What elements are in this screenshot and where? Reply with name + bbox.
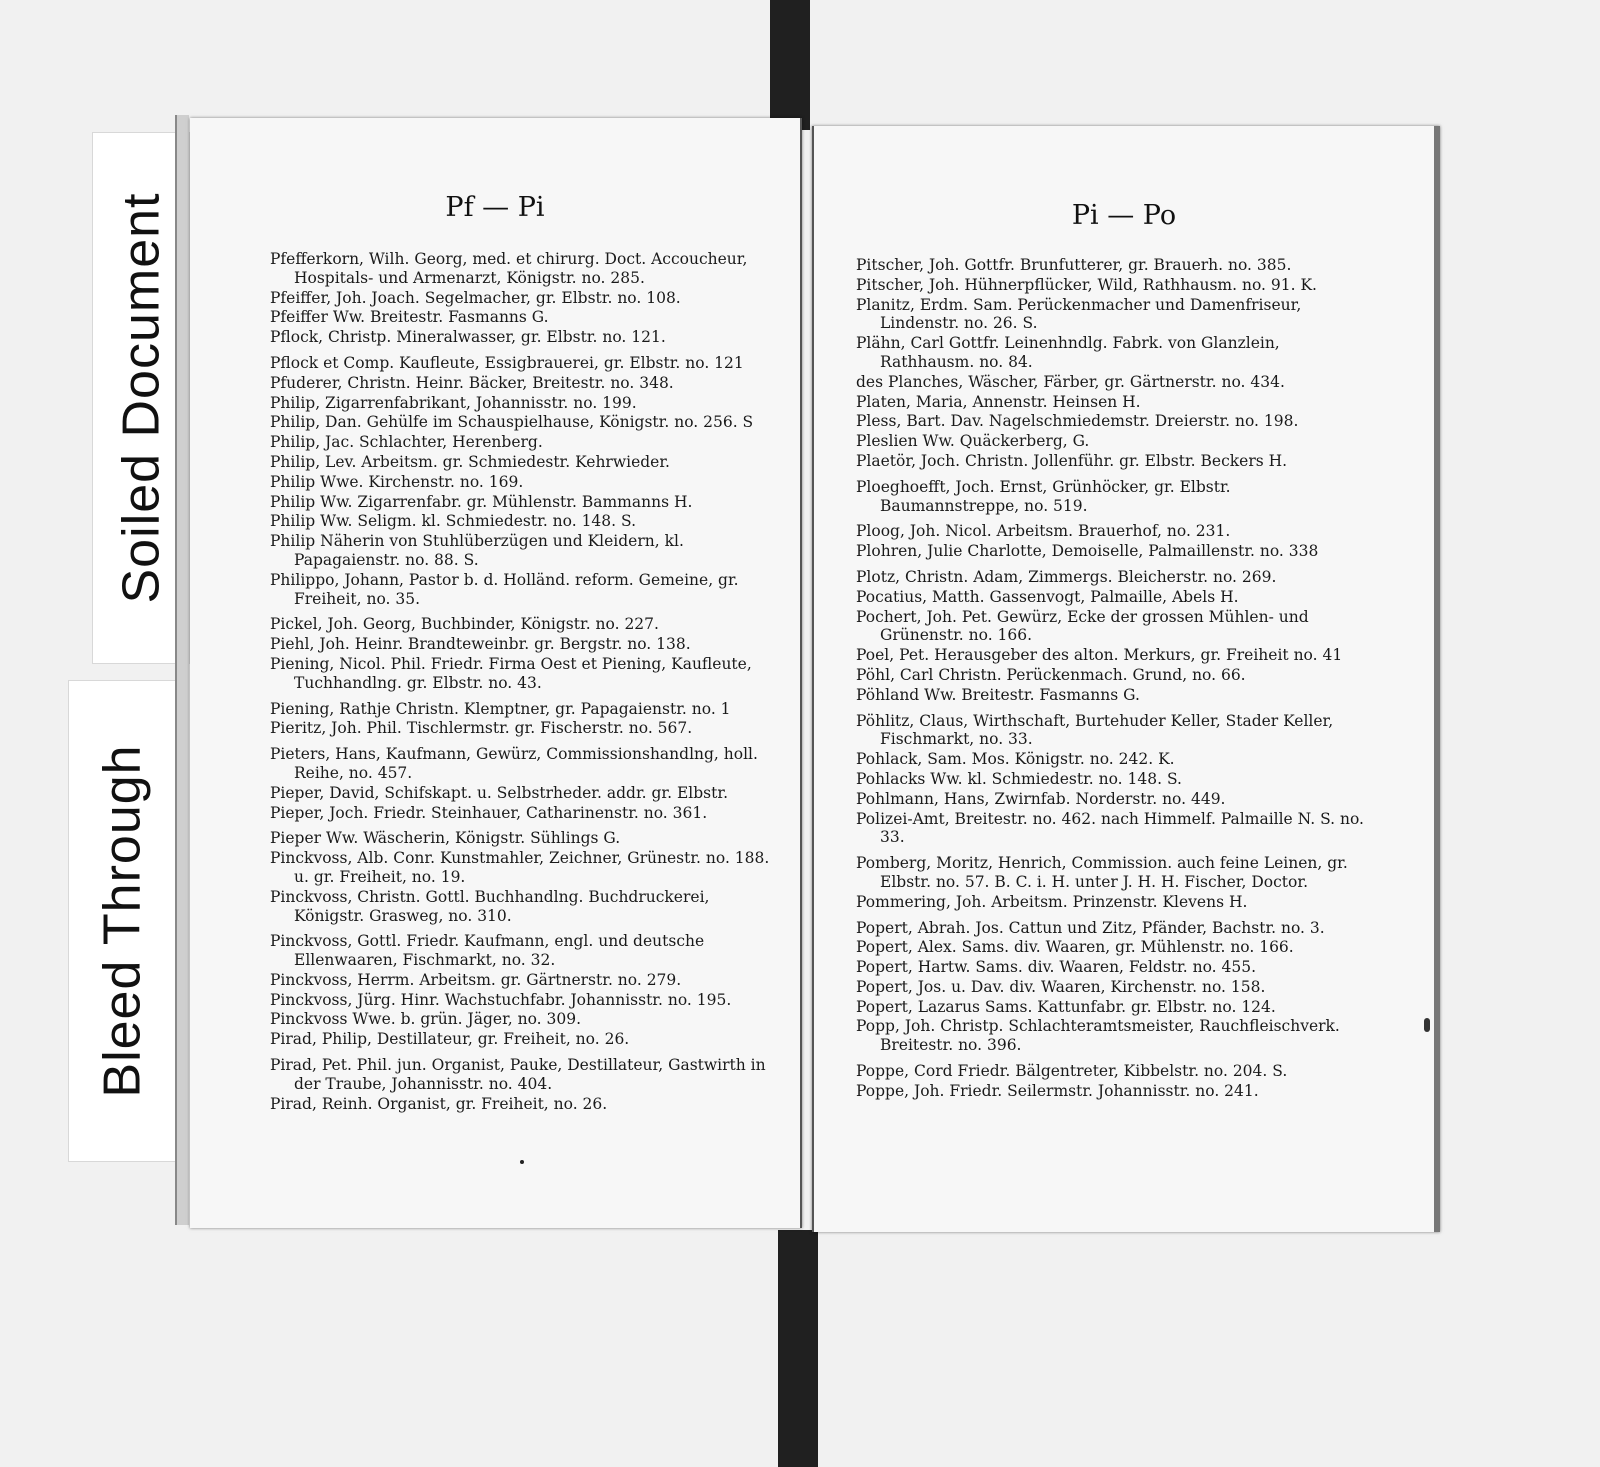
directory-entry: Pfefferkorn, Wilh. Georg, med. et chirurg. Doct. Accoucheur, Hospitals- und Armenarzt, Königstr. no. 285.: [270, 250, 748, 287]
directory-entry: Pitscher, Joh. Gottfr. Brunfutterer, gr. Brauerh. no. 385.: [856, 256, 1292, 274]
directory-entry: Pirad, Reinh. Organist, gr. Freiheit, no. 26.: [270, 1094, 608, 1113]
directory-entry: Platen, Maria, Annenstr. Heinsen H.: [856, 392, 1141, 411]
directory-entry: Pfeiffer, Joh. Joach. Segelmacher, gr. Elbstr. no. 108.: [270, 288, 681, 307]
directory-entry: Pieper Ww. Wäscherin, Königstr. Sühlings G.: [270, 829, 621, 848]
directory-entry: Pinckvoss Wwe. b. grün. Jäger, no. 309.: [270, 1010, 582, 1029]
directory-entry: Pohlacks Ww. kl. Schmiedestr. no. 148. S.: [856, 769, 1182, 788]
directory-entry: Philip, Dan. Gehülfe im Schauspielhause, Königstr. no. 256. S: [270, 413, 754, 432]
directory-entry: Plähn, Carl Gottfr. Leinenhndlg. Fabrk. von Glanzlein, Rathhausm. no. 84.: [856, 334, 1280, 371]
directory-entry: Piening, Rathje Christn. Klemptner, gr. Papagaienstr. no. 1: [270, 699, 731, 718]
directory-entry: Philippo, Johann, Pastor b. d. Holländ. reform. Gemeine, gr. Freiheit, no. 35.: [270, 570, 739, 608]
directory-entry: Pinckvoss, Herrm. Arbeitsm. gr. Gärtnerstr. no. 279.: [270, 970, 682, 989]
directory-entry: Pohlack, Sam. Mos. Königstr. no. 242. K.: [856, 750, 1175, 769]
directory-entry: Popert, Hartw. Sams. div. Waaren, Feldstr. no. 455.: [856, 958, 1257, 977]
left-page-header: Pf — Pi: [445, 192, 545, 223]
directory-entry: Philip, Jac. Schlachter, Herenberg.: [270, 433, 543, 452]
directory-entry: Pöhlitz, Claus, Wirthschaft, Burtehuder Keller, Stader Keller, Fischmarkt, no. 33.: [856, 711, 1334, 749]
soiled-document-label: Soiled Document: [112, 192, 170, 604]
book-left-edge: [175, 115, 189, 1225]
directory-entry: Poppe, Joh. Friedr. Seilermstr. Johannisstr. no. 241.: [856, 1081, 1259, 1100]
directory-entry: Plotz, Christn. Adam, Zimmergs. Bleicherstr. no. 269.: [856, 567, 1277, 586]
directory-entry: Ploeghoefft, Joch. Ernst, Grünhöcker, gr. Elbstr. Baumannstreppe, no. 519.: [856, 477, 1231, 515]
directory-entry: Polizei-Amt, Breitestr. no. 462. nach Himmelf. Palmaille N. S. no. 33.: [856, 809, 1364, 847]
scan-strip-bottom: [778, 1230, 818, 1467]
directory-entry: Philip Näherin von Stuhlüberzügen und Kleidern, kl. Papagaienstr. no. 88. S.: [270, 532, 684, 569]
directory-entry: Pohlmann, Hans, Zwirnfab. Norderstr. no. 449.: [856, 789, 1226, 808]
directory-entry: Pocatius, Matth. Gassenvogt, Palmaille, Abels H.: [856, 587, 1239, 606]
directory-entry: Pöhl, Carl Christn. Perückenmach. Grund, no. 66.: [856, 665, 1246, 684]
left-page: [190, 118, 802, 1228]
directory-entry: Popert, Alex. Sams. div. Waaren, gr. Mühlenstr. no. 166.: [856, 938, 1294, 957]
directory-entry: Pflock, Christp. Mineralwasser, gr. Elbstr. no. 121.: [270, 328, 666, 347]
directory-entry: Pochert, Joh. Pet. Gewürz, Ecke der grossen Mühlen- und Grünenstr. no. 166.: [856, 607, 1309, 645]
directory-entry: Pleslien Ww. Quäckerberg, G.: [856, 432, 1090, 451]
directory-entry: Philip, Zigarrenfabrikant, Johannisstr. no. 199.: [270, 393, 637, 412]
directory-entry: Pieritz, Joh. Phil. Tischlermstr. gr. Fischerstr. no. 567.: [270, 719, 693, 738]
directory-entry: Popp, Joh. Christp. Schlachteramtsmeister, Rauchfleischverk. Breitestr. no. 396.: [856, 1017, 1340, 1055]
directory-entry: Pinckvoss, Alb. Conr. Kunstmahler, Zeichner, Grünestr. no. 188. u. gr. Freiheit, no. 19.: [270, 849, 770, 886]
directory-entry: Plaetör, Joch. Christn. Jollenführ. gr. Elbstr. Beckers H.: [856, 451, 1288, 470]
right-page-entries: [856, 256, 1366, 1102]
directory-entry: Philip, Lev. Arbeitsm. gr. Schmiedestr. Kehrwieder.: [270, 452, 670, 471]
directory-entry: Planitz, Erdm. Sam. Perückenmacher und Damenfriseur, Lindenstr. no. 26. S.: [856, 295, 1302, 333]
directory-entry: Pinckvoss, Jürg. Hinr. Wachstuchfabr. Johannisstr. no. 195.: [270, 990, 732, 1009]
directory-entry: Pomberg, Moritz, Henrich, Commission. auch feine Leinen, gr. Elbstr. no. 57. B. C. i. H. unter J. H. H. Fischer, Doctor.: [856, 854, 1348, 891]
directory-entry: Plohren, Julie Charlotte, Demoiselle, Palmaillenstr. no. 338: [856, 542, 1319, 561]
directory-entry: Piehl, Joh. Heinr. Brandteweinbr. gr. Bergstr. no. 138.: [270, 635, 691, 654]
directory-entry: Poppe, Cord Friedr. Bälgentreter, Kibbelstr. no. 204. S.: [856, 1062, 1288, 1081]
bleed-through-target: [68, 680, 178, 1162]
directory-entry: Pieper, David, Schifskapt. u. Selbstrheder. addr. gr. Elbstr.: [270, 783, 728, 802]
directory-entry: Popert, Jos. u. Dav. div. Waaren, Kirchenstr. no. 158.: [856, 977, 1266, 996]
directory-entry: Pieters, Hans, Kaufmann, Gewürz, Commissionshandlng, holl. Reihe, no. 457.: [270, 745, 758, 782]
directory-entry: des Planches, Wäscher, Färber, gr. Gärtnerstr. no. 434.: [856, 372, 1285, 391]
scan-strip-top: [770, 0, 810, 130]
bleed-through-label: Bleed Through: [94, 744, 152, 1098]
binding-mark: [1424, 1018, 1430, 1032]
directory-entry: Piening, Nicol. Phil. Friedr. Firma Oest et Piening, Kaufleute, Tuchhandlng. gr. Elbstr. no. 43.: [270, 654, 752, 692]
directory-entry: Pinckvoss, Gottl. Friedr. Kaufmann, engl. und deutsche Ellenwaaren, Fischmarkt, no. 32.: [270, 932, 705, 970]
directory-entry: Pfuderer, Christn. Heinr. Bäcker, Breitestr. no. 348.: [270, 373, 674, 392]
directory-entry: Pfeiffer Ww. Breitestr. Fasmanns G.: [270, 308, 549, 327]
directory-entry: Pirad, Pet. Phil. jun. Organist, Pauke, Destillateur, Gastwirth in der Traube, Johannisstr. no. 404.: [270, 1056, 766, 1093]
directory-entry: Pöhland Ww. Breitestr. Fasmanns G.: [856, 685, 1140, 704]
directory-entry: Philip Ww. Seligm. kl. Schmiedestr. no. 148. S.: [270, 512, 637, 531]
left-page-entries: [270, 250, 770, 1114]
directory-entry: Pless, Bart. Dav. Nagelschmiedemstr. Dreierstr. no. 198.: [856, 412, 1299, 431]
directory-entry: Poel, Pet. Herausgeber des alton. Merkurs, gr. Freiheit no. 41: [856, 646, 1343, 665]
right-page: [812, 126, 1440, 1232]
directory-entry: Popert, Abrah. Jos. Cattun und Zitz, Pfänder, Bachstr. no. 3.: [856, 918, 1325, 937]
directory-entry: Philip Wwe. Kirchenstr. no. 169.: [270, 472, 524, 491]
directory-entry: Philip Ww. Zigarrenfabr. gr. Mühlenstr. Bammanns H.: [270, 492, 693, 511]
page-dot: [520, 1160, 524, 1164]
directory-entry: Pommering, Joh. Arbeitsm. Prinzenstr. Klevens H.: [856, 892, 1248, 911]
directory-entry: Pflock et Comp. Kaufleute, Essigbrauerei, gr. Elbstr. no. 121: [270, 353, 744, 372]
directory-entry: Pieper, Joch. Friedr. Steinhauer, Catharinenstr. no. 361.: [270, 803, 708, 822]
directory-entry: Pirad, Philip, Destillateur, gr. Freiheit, no. 26.: [270, 1030, 630, 1049]
directory-entry: Pinckvoss, Christn. Gottl. Buchhandlng. Buchdruckerei, Königstr. Grasweg, no. 310.: [270, 887, 710, 925]
directory-entry: Popert, Lazarus Sams. Kattunfabr. gr. Elbstr. no. 124.: [856, 997, 1276, 1016]
directory-entry: Ploog, Joh. Nicol. Arbeitsm. Brauerhof, no. 231.: [856, 522, 1231, 541]
directory-entry: Pitscher, Joh. Hühnerpflücker, Wild, Rathhausm. no. 91. K.: [856, 275, 1317, 294]
directory-entry: Pickel, Joh. Georg, Buchbinder, Königstr. no. 227.: [270, 615, 659, 634]
right-page-header: Pi — Po: [1071, 200, 1177, 231]
